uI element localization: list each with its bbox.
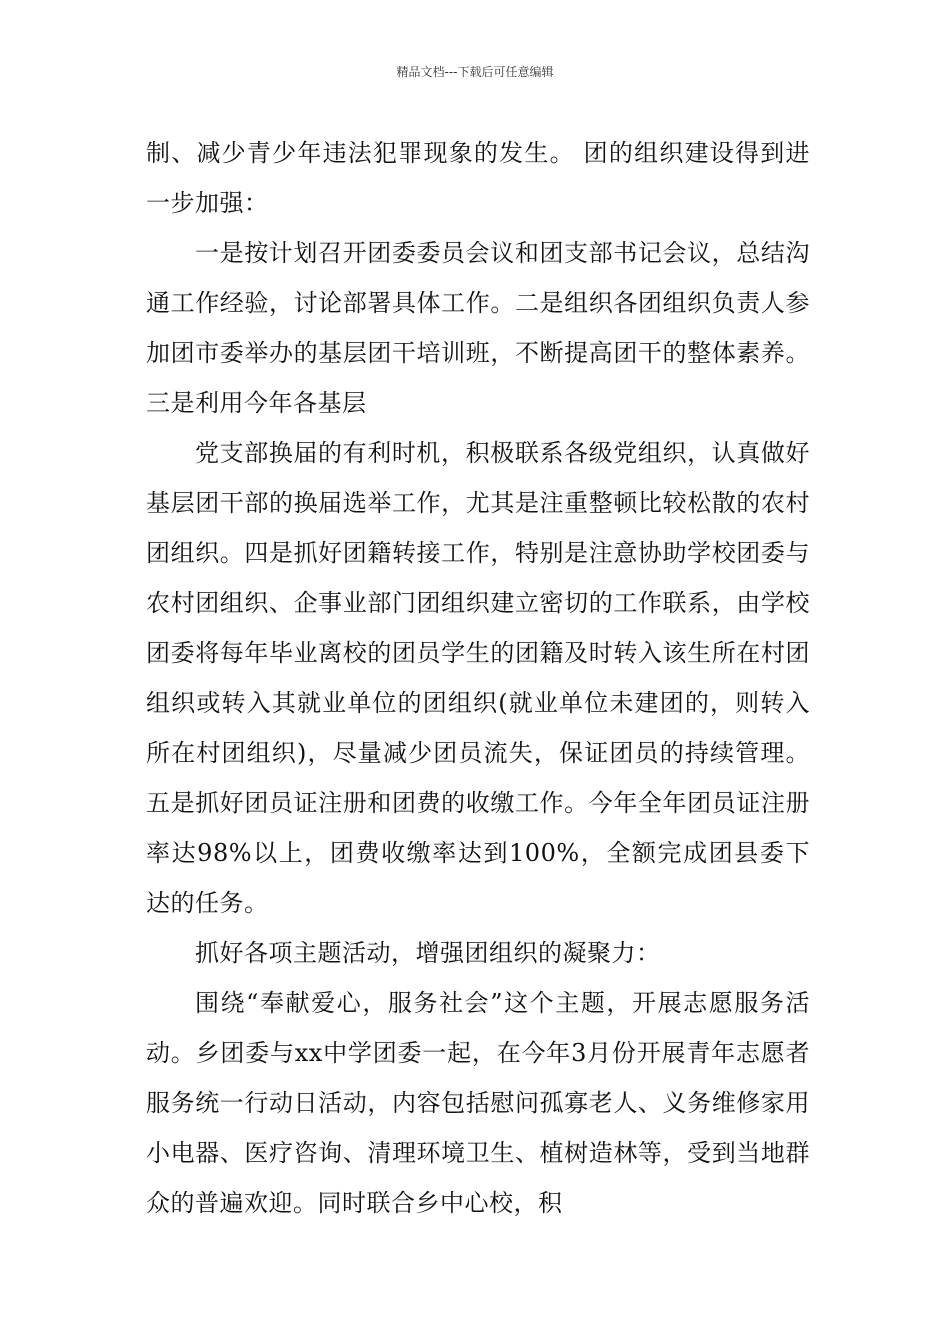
paragraph-3: 党支部换届的有利时机，积极联系各级党组织，认真做好基层团干部的换届选举工作，尤其是注重整顿比较松散的农村团组织。四是抓好团籍转接工作，特别是注意协助学校团委与农村团组织、企事业部门团组织建立密切的工作联系，由学校团委将每年毕业离校的团员学生的团籍及时转入该生所在村团组织或转入其就业单位的团组织(就业单位未建团的，则转入所在村团组织)，尽量减少团员流失，保证团员的持续管理。五是抓好团员证注册和团费的收缴工作。今年全年团员证注册率达98%以上，团费收缴率达到100%，全额完成团县委下达的任务。 <box>146 439 810 917</box>
page-header: 精品文档---下载后可任意编辑 <box>396 65 554 79</box>
document-body <box>146 128 810 1228</box>
paragraph-5: 围绕“奉献爱心，服务社会”这个主题，开展志愿服务活动。乡团委与xx中学团委一起，在今年3月份开展青年志愿者服务统一行动日活动，内容包括慰问孤寡老人、义务维修家用小电器、医疗咨询、清理环境卫生、植树造林等，受到当地群众的普遍欢迎。同时联合乡中心校，积 <box>146 989 810 1217</box>
paragraph-2: 一是按计划召开团委委员会议和团支部书记会议，总结沟通工作经验，讨论部署具体工作。二是组织各团组织负责人参加团市委举办的基层团干培训班，不断提高团干的整体素养。三是利用今年各基层 <box>146 239 810 417</box>
paragraph-4: 抓好各项主题活动，增强团组织的凝聚力： <box>195 939 661 967</box>
paragraph-1: 制、减少青少年违法犯罪现象的发生。 团的组织建设得到进一步加强： <box>146 139 810 217</box>
